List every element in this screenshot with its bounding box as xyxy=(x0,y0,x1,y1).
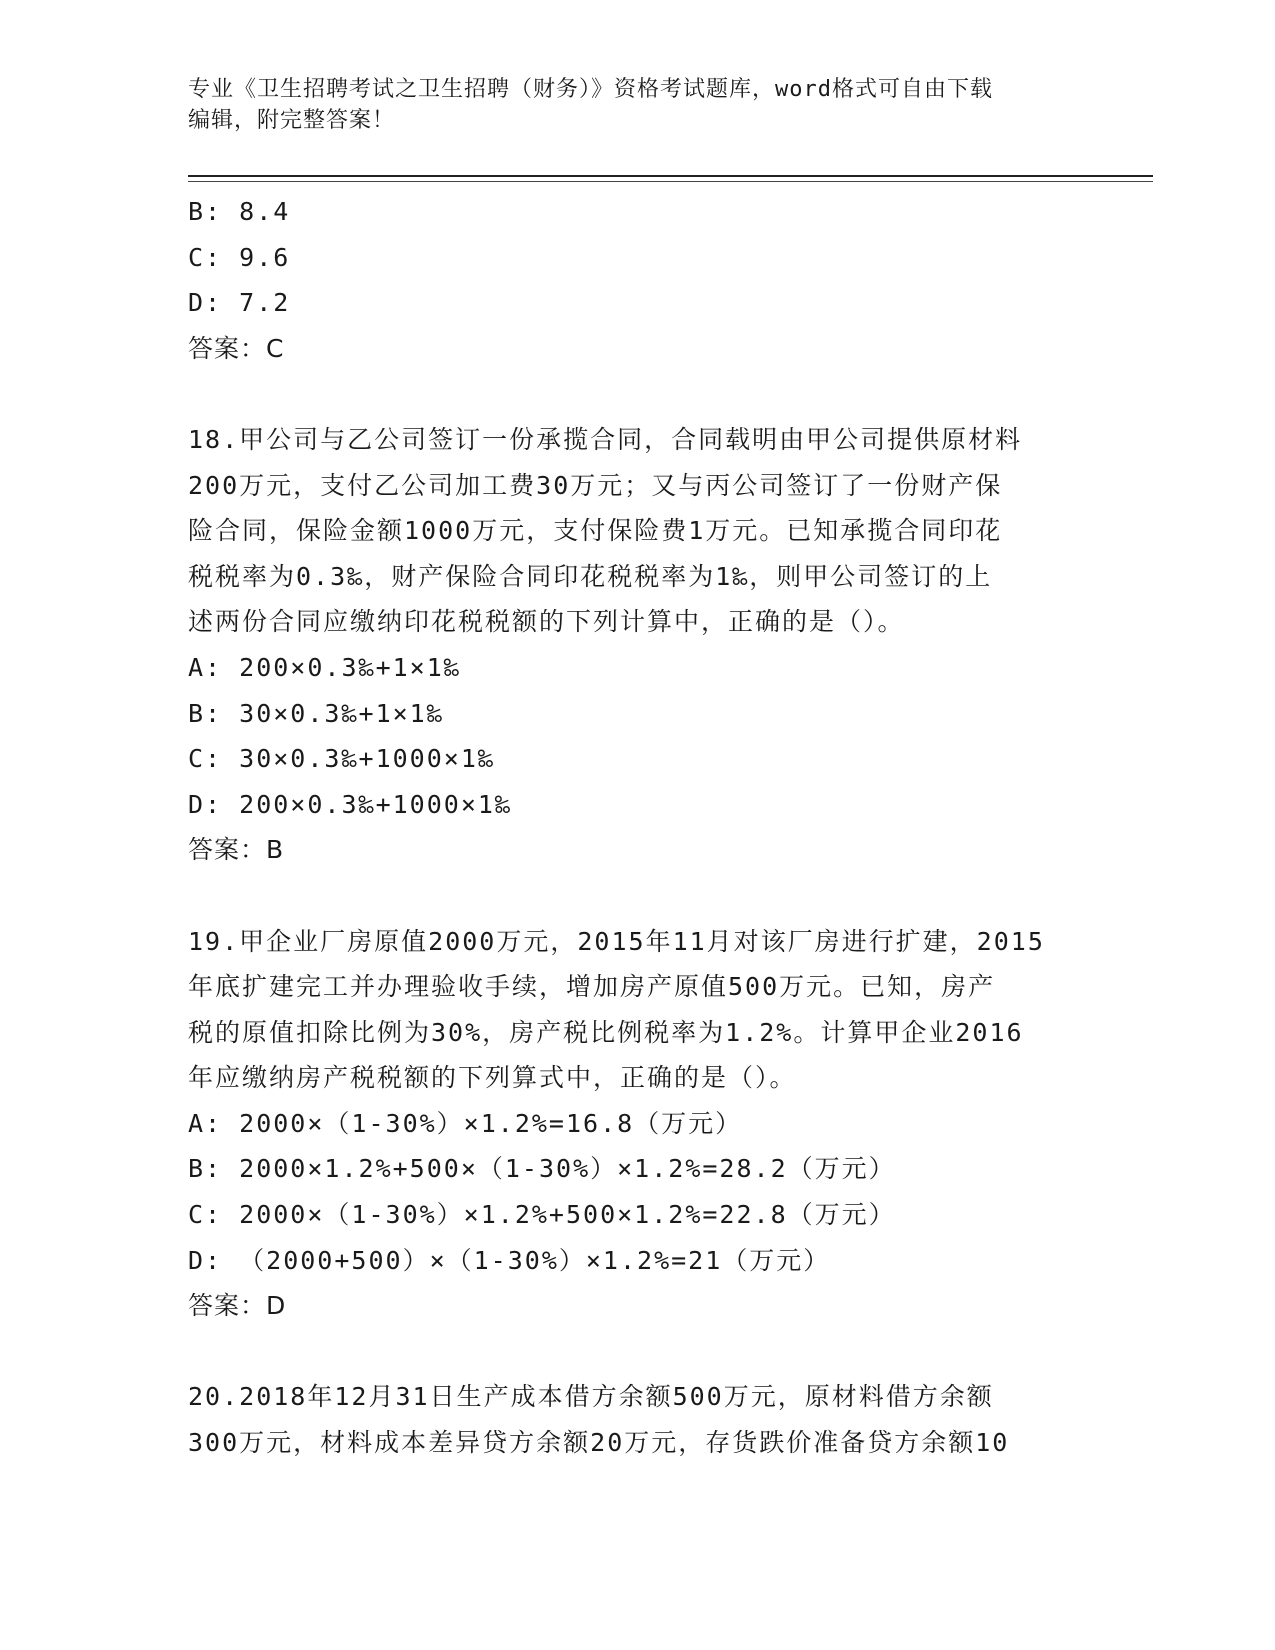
question-text-line: 200万元，支付乙公司加工费30万元；又与丙公司签订了一份财产保 xyxy=(188,470,1003,500)
spacer xyxy=(188,371,1068,417)
question-text-line: 20.2018年12月31日生产成本借方余额500万元，原材料借方余额 xyxy=(188,1382,994,1412)
spacer xyxy=(188,873,1068,919)
question-text-line: 300万元，材料成本差异贷方余额20万元，存货跌价准备贷方余额10 xyxy=(188,1428,1010,1458)
question-18 xyxy=(188,417,1068,873)
question-17-tail xyxy=(188,189,1068,371)
option-d: D: 200×0.3‰+1000×1‰ xyxy=(188,789,512,819)
spacer xyxy=(188,1329,1068,1375)
header-line-2: 编辑，附完整答案！ xyxy=(188,108,396,133)
option-b: B: 8.4 xyxy=(188,197,291,226)
question-19 xyxy=(188,919,1068,1329)
question-text-line: 年底扩建完工并办理验收手续，增加房产原值500万元。已知，房产 xyxy=(188,972,996,1002)
question-text-line: 年应缴纳房产税税额的下列算式中，正确的是（）。 xyxy=(188,1063,797,1093)
question-text-line: 税税率为0.3‰，财产保险合同印花税税率为1‰，则甲公司签订的上 xyxy=(188,561,993,591)
answer: 答案：D xyxy=(188,1291,287,1321)
option-a: A: 2000×（1-30%）×1.2%=16.8（万元） xyxy=(188,1108,743,1138)
document-body xyxy=(188,189,1068,1466)
header-divider-thick xyxy=(188,175,1153,177)
header-line-1: 专业《卫生招聘考试之卫生招聘（财务）》资格考试题库，word格式可自由下载 xyxy=(188,77,993,102)
header-divider-thin xyxy=(188,181,1153,182)
question-text-line: 险合同，保险金额1000万元，支付保险费1万元。已知承揽合同印花 xyxy=(188,516,1003,546)
option-c: C: 2000×（1-30%）×1.2%+500×1.2%=22.8（万元） xyxy=(188,1200,896,1230)
option-c: C: 30×0.3‰+1000×1‰ xyxy=(188,744,495,774)
question-text-line: 述两份合同应缴纳印花税税额的下列计算中，正确的是（）。 xyxy=(188,607,905,637)
option-d: D: （2000+500）×（1-30%）×1.2%=21（万元） xyxy=(188,1245,831,1275)
question-20 xyxy=(188,1374,1068,1465)
question-text-line: 18.甲公司与乙公司签订一份承揽合同，合同载明由甲公司提供原材料 xyxy=(188,424,1023,454)
option-b: B: 2000×1.2%+500×（1-30%）×1.2%=28.2（万元） xyxy=(188,1154,896,1184)
answer: 答案：B xyxy=(188,835,285,865)
option-a: A: 200×0.3‰+1×1‰ xyxy=(188,652,461,682)
question-text-line: 19.甲企业厂房原值2000万元，2015年11月对该厂房进行扩建，2015 xyxy=(188,926,1045,956)
question-text-line: 税的原值扣除比例为30%，房产税比例税率为1.2%。计算甲企业2016 xyxy=(188,1017,1024,1047)
answer: 答案：C xyxy=(188,333,285,363)
option-b: B: 30×0.3‰+1×1‰ xyxy=(188,698,444,728)
document-header xyxy=(188,74,1088,136)
option-c: C: 9.6 xyxy=(188,242,291,272)
option-d: D: 7.2 xyxy=(188,288,291,318)
